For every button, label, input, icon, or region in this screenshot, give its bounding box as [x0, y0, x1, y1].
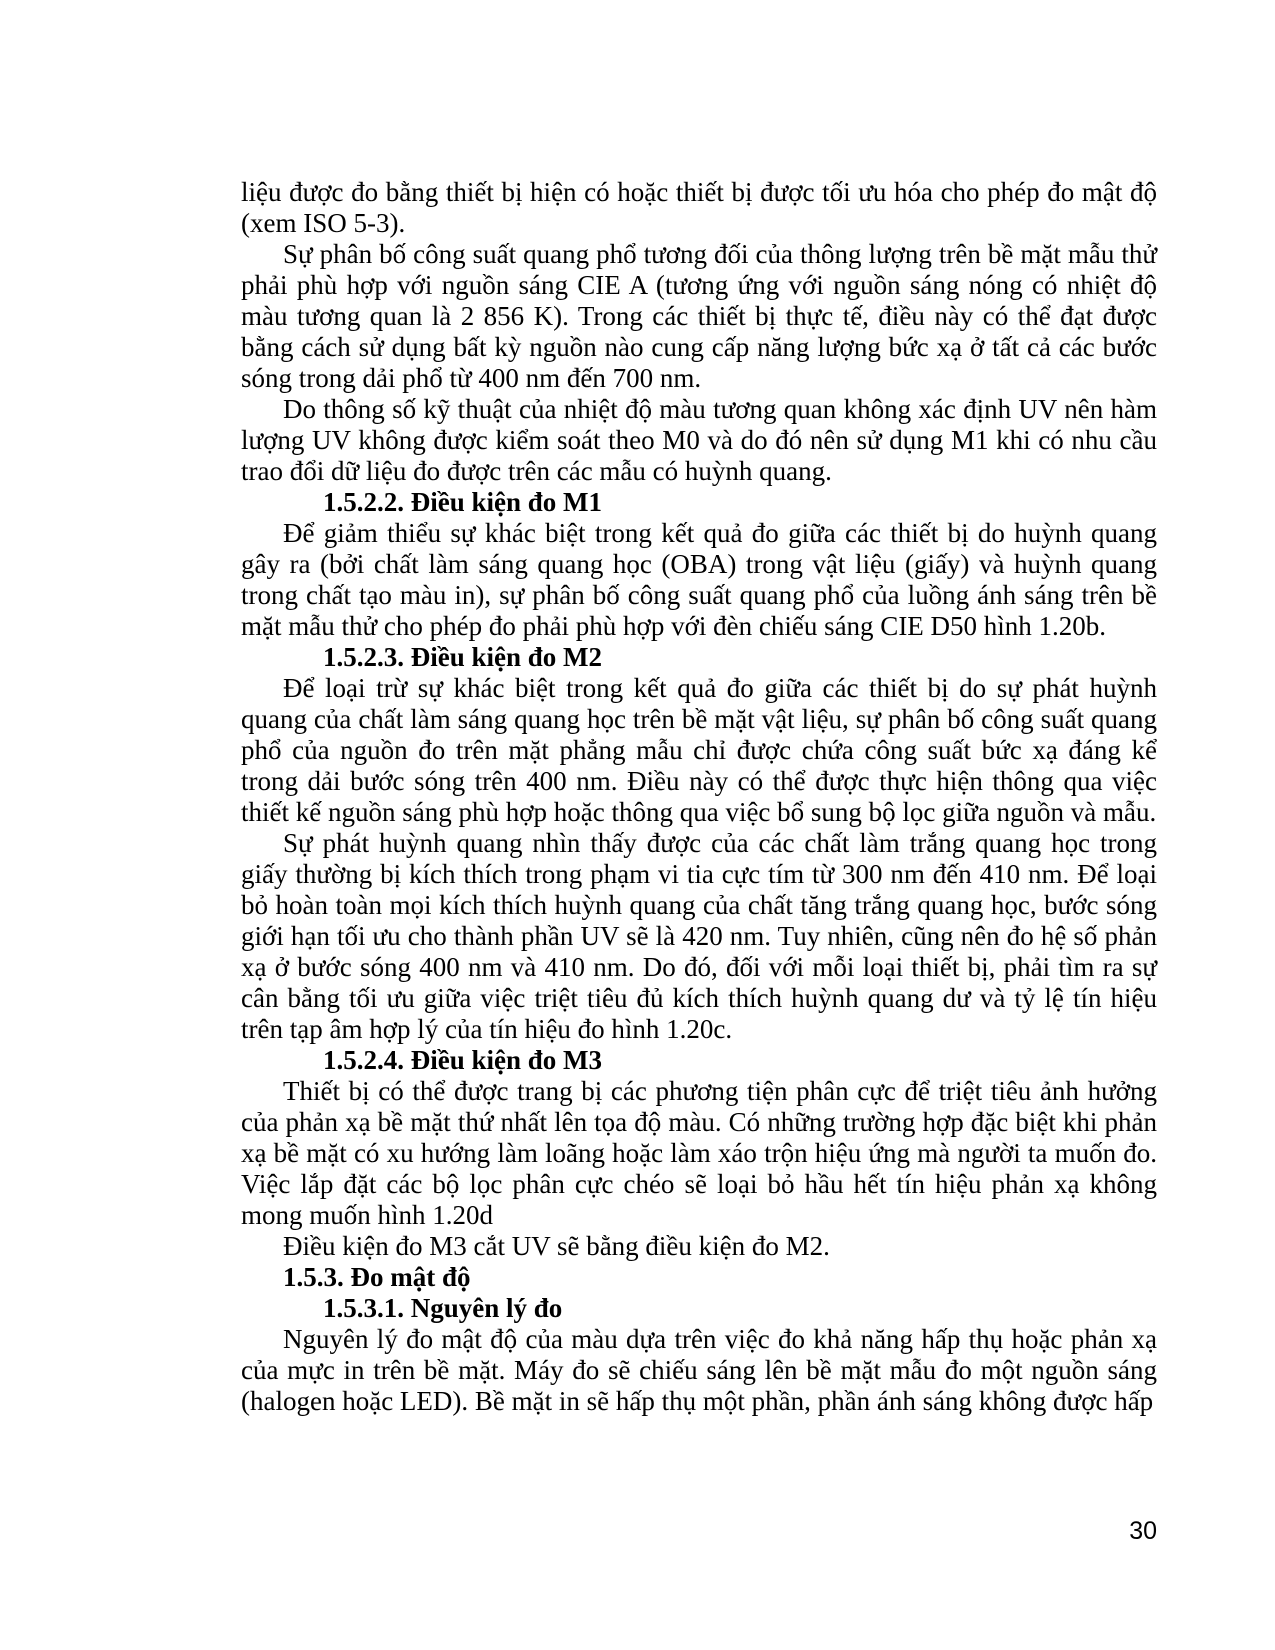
- body-paragraph-continuation: liệu được đo bằng thiết bị hiện có hoặc thiết bị được tối ưu hóa cho phép đo mật độ (xem ISO 5-3).: [241, 177, 1157, 238]
- page-body-text: [241, 177, 1157, 1417]
- body-paragraph-m3-polarization: Thiết bị có thể được trang bị các phương tiện phân cực để triệt tiêu ảnh hưởng của phản xạ bề mặt thứ nhất lên tọa độ màu. Có những trường hợp đặc biệt khi phản xạ bề mặt có xu hướng làm loãng hoặc làm xáo trộn hiệu ứng mà người ta muốn đo. Việc lắp đặt các bộ lọc phân cực chéo sẽ loại bỏ hầu hết tín hiệu phản xạ không mong muốn hình 1.20d: [241, 1076, 1157, 1230]
- body-paragraph-uv-m0-m1: Do thông số kỹ thuật của nhiệt độ màu tương quan không xác định UV nên hàm lượng UV không được kiểm soát theo M0 và do đó nên sử dụng M1 khi có nhu cầu trao đổi dữ liệu đo được trên các mẫu có huỳnh quang.: [241, 394, 1157, 486]
- heading-1-5-3-do-mat-do: 1.5.3. Đo mật độ: [283, 1262, 471, 1292]
- heading-1-5-2-2-dieu-kien-do-m1: 1.5.2.2. Điều kiện đo M1: [323, 487, 603, 517]
- body-paragraph-fluorescence-uv-range: Sự phát huỳnh quang nhìn thấy được của các chất làm trắng quang học trong giấy thường bị kích thích trong phạm vi tia cực tím từ 300 nm đến 410 nm. Để loại bỏ hoàn toàn mọi kích thích huỳnh quang của chất tăng trắng quang học, bước sóng giới hạn tối ưu cho thành phần UV sẽ là 420 nm. Tuy nhiên, cũng nên đo hệ số phản xạ ở bước sóng 400 nm và 410 nm. Do đó, đối với mỗi loại thiết bị, phải tìm ra sự cân bằng tối ưu giữa việc triệt tiêu đủ kích thích huỳnh quang dư và tỷ lệ tín hiệu trên tạp âm hợp lý của tín hiệu đo hình 1.20c.: [241, 828, 1157, 1044]
- heading-1-5-3-1-nguyen-ly-do: 1.5.3.1. Nguyên lý đo: [323, 1293, 563, 1323]
- body-paragraph-density-principle: Nguyên lý đo mật độ của màu dựa trên việc đo khả năng hấp thụ hoặc phản xạ của mực in trên bề mặt. Máy đo sẽ chiếu sáng lên bề mặt mẫu đo một nguồn sáng (halogen hoặc LED). Bề mặt in sẽ hấp thụ một phần, phần ánh sáng không được hấp: [241, 1324, 1157, 1416]
- body-paragraph-m3-uv-cut: Điều kiện đo M3 cắt UV sẽ bằng điều kiện đo M2.: [283, 1231, 830, 1261]
- body-paragraph-spectral-power: Sự phân bố công suất quang phổ tương đối của thông lượng trên bề mặt mẫu thử phải phù hợp với nguồn sáng CIE A (tương ứng với nguồn sáng nóng có nhiệt độ màu tương quan là 2 856 K). Trong các thiết bị thực tế, điều này có thể đạt được bằng cách sử dụng bất kỳ nguồn nào cung cấp năng lượng bức xạ ở tất cả các bước sóng trong dải phổ từ 400 nm đến 700 nm.: [241, 239, 1157, 393]
- body-paragraph-m2-source: Để loại trừ sự khác biệt trong kết quả đo giữa các thiết bị do sự phát huỳnh quang của chất làm sáng quang học trên bề mặt vật liệu, sự phân bố công suất quang phổ của nguồn đo trên mặt phẳng mẫu chỉ được chứa công suất bức xạ đáng kể trong dải bước sóng trên 400 nm. Điều này có thể được thực hiện thông qua việc thiết kế nguồn sáng phù hợp hoặc thông qua việc bổ sung bộ lọc giữa nguồn và mẫu.: [241, 673, 1157, 827]
- heading-1-5-2-3-dieu-kien-do-m2: 1.5.2.3. Điều kiện đo M2: [323, 642, 603, 672]
- heading-1-5-2-4-dieu-kien-do-m3: 1.5.2.4. Điều kiện đo M3: [323, 1045, 603, 1075]
- body-paragraph-m1-oba: Để giảm thiểu sự khác biệt trong kết quả đo giữa các thiết bị do huỳnh quang gây ra (bởi chất làm sáng quang học (OBA) trong vật liệu (giấy) và huỳnh quang trong chất tạo màu in), sự phân bố công suất quang phổ của luồng ánh sáng trên bề mặt mẫu thử cho phép đo phải phù hợp với đèn chiếu sáng CIE D50 hình 1.20b.: [241, 518, 1157, 641]
- page-number: 30: [1129, 1517, 1157, 1545]
